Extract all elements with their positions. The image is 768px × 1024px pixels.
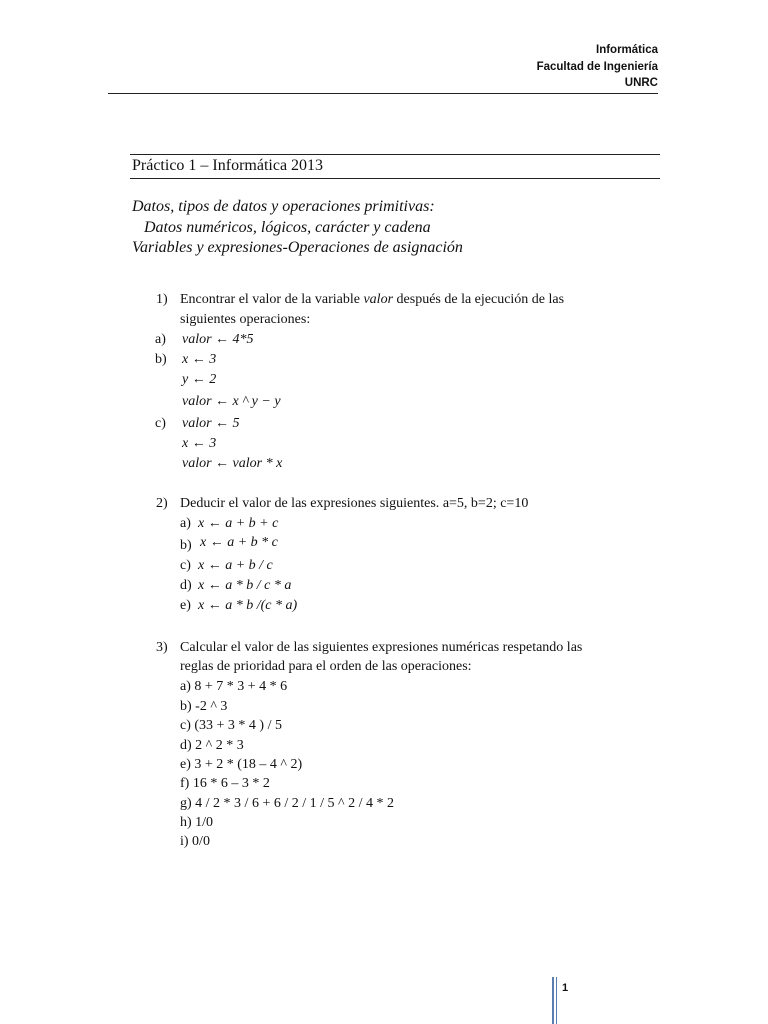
exercise-3-item: i) 0/0 (180, 834, 210, 849)
exercise-2c-label: c) (180, 558, 191, 573)
page-number-bar-thin (556, 977, 557, 1024)
exercise-1b-expr-1: x ← 3 (182, 352, 217, 367)
exercise-1-number: 1) (156, 292, 168, 307)
exercise-2a-label: a) (180, 516, 191, 531)
subtitle-line-1: Datos, tipos de datos y operaciones primitivas: (132, 198, 435, 215)
exercise-2c-expr: x ← a + b / c (198, 558, 273, 573)
exercise-3-item: c) (33 + 3 * 4 ) / 5 (180, 718, 282, 733)
exercise-1b-expr-3: valor ← x ^ y − y (182, 394, 281, 409)
document-header (537, 42, 658, 92)
subtitle-line-3: Variables y expresiones-Operaciones de asignación (132, 239, 463, 256)
header-subject: Informática (596, 44, 658, 56)
exercise-1-statement: Encontrar el valor de la variable valor después de la ejecución de las (180, 292, 565, 307)
exercise-2-number: 2) (156, 496, 168, 511)
title-bottom-rule (130, 178, 660, 179)
page-number: 1 (562, 982, 569, 994)
exercise-2b-label: b) (180, 538, 192, 553)
exercise-3-item: g) 4 / 2 * 3 / 6 + 6 / 2 / 1 / 5 ^ 2 / 4 * 2 (180, 796, 394, 811)
exercise-3-statement-cont: reglas de prioridad para el orden de las operaciones: (180, 659, 472, 674)
page-number-bar (552, 977, 554, 1024)
title-top-rule (130, 154, 660, 155)
exercise-1c-expr-2: x ← 3 (182, 436, 217, 451)
page-title: Práctico 1 – Informática 2013 (132, 157, 324, 174)
exercise-3-item: b) -2 ^ 3 (180, 699, 228, 714)
exercise-3-item: h) 1/0 (180, 815, 214, 830)
exercise-2d-label: d) (180, 578, 192, 593)
exercise-1b-expr-2: y ← 2 (182, 372, 217, 387)
exercise-2a-expr: x ← a + b + c (198, 516, 279, 531)
exercise-2e-label: e) (180, 598, 191, 613)
exercise-3-item: f) 16 * 6 – 3 * 2 (180, 776, 270, 791)
exercise-2-params: a=5, b=2; c=10 (442, 496, 529, 511)
exercise-2d-expr: x ← a * b / c * a (198, 578, 292, 593)
exercise-1c-expr-3: valor ← valor * x (182, 456, 283, 471)
exercise-1b-label: b) (155, 352, 167, 367)
exercise-3-item: e) 3 + 2 * (18 – 4 ^ 2) (180, 757, 303, 772)
header-rule (108, 93, 658, 94)
header-faculty: Facultad de Ingeniería (536, 60, 658, 73)
exercise-3-statement: Calcular el valor de las siguientes expresiones numéricas respetando las (180, 640, 583, 655)
exercise-1c-label: c) (155, 416, 166, 431)
exercise-3-item: d) 2 ^ 2 * 3 (180, 738, 244, 753)
exercise-3-number: 3) (156, 640, 168, 655)
exercise-2e-expr: x ← a * b /(c * a) (198, 598, 298, 613)
header-university: UNRC (624, 77, 658, 89)
exercise-2b-expr: x ← a + b * c (200, 535, 278, 550)
exercise-2-statement: Deducir el valor de las expresiones siguientes. a=5, b=2; c=10 (180, 496, 529, 511)
exercise-1-statement-cont: siguientes operaciones: (180, 312, 311, 327)
exercise-1c-expr-1: valor ← 5 (182, 416, 240, 431)
exercise-1a-expr: valor ← 4*5 (182, 332, 254, 347)
exercise-1a-label: a) (155, 332, 166, 347)
exercise-3-item: a) 8 + 7 * 3 + 4 * 6 (180, 679, 288, 694)
subtitle-line-2: Datos numéricos, lógicos, carácter y cadena (132, 219, 431, 236)
